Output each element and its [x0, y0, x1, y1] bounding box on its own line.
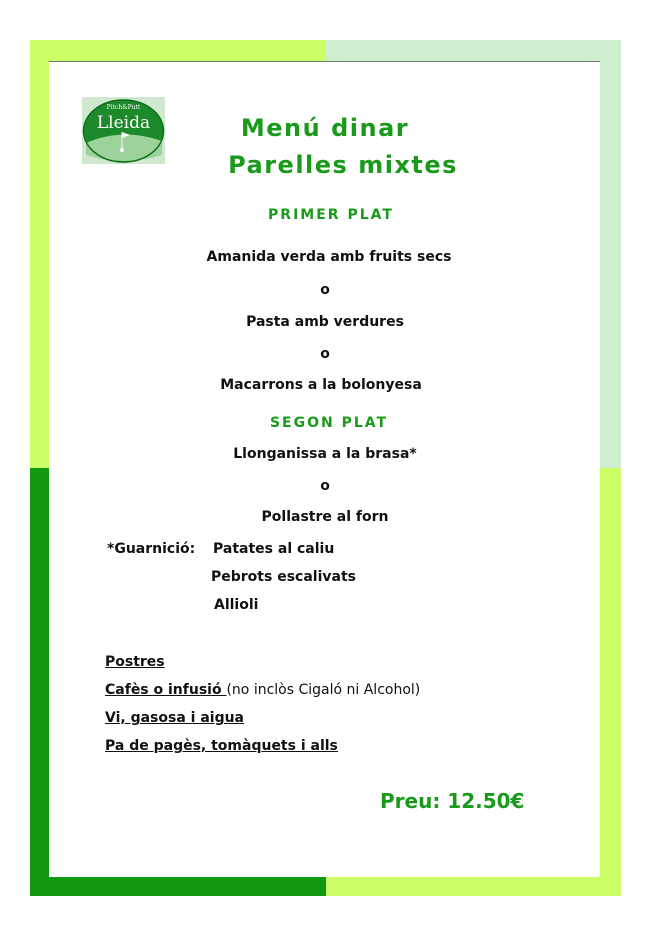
- guarnicio-label: *Guarnició:: [107, 541, 196, 557]
- logo-small-text: Pitch&Putt: [106, 104, 141, 111]
- vi-line: Vi, gasosa i aigua: [105, 710, 245, 726]
- dish-item: Pollastre al forn: [261, 509, 389, 525]
- pa-line: Pa de pagès, tomàquets i alls: [105, 738, 338, 754]
- menu-subtitle: Parelles mixtes: [228, 151, 458, 179]
- or-separator: o: [320, 346, 330, 362]
- logo-name: Lleida: [96, 113, 151, 133]
- or-separator: o: [320, 478, 330, 494]
- dish-item: Macarrons a la bolonyesa: [220, 377, 422, 393]
- guarnicio-item: Allioli: [214, 597, 259, 613]
- primer-plat-heading: PRIMER PLAT: [268, 207, 394, 223]
- cafes-note: (no inclòs Cigaló ni Alcohol): [226, 682, 421, 698]
- guarnicio-item: Patates al caliu: [213, 541, 335, 557]
- or-separator: o: [320, 282, 330, 298]
- postres-line: Postres: [105, 654, 165, 670]
- dish-item: Amanida verda amb fruits secs: [206, 249, 452, 265]
- dish-item: Llonganissa a la brasa*: [233, 446, 417, 462]
- guarnicio-item: Pebrots escalivats: [211, 569, 356, 585]
- menu-card: [49, 61, 600, 877]
- segon-plat-heading: SEGON PLAT: [269, 415, 389, 431]
- cafes-line: [105, 682, 420, 698]
- price-label: Preu: 12.50€: [380, 789, 525, 813]
- cafes-text: Cafès o infusió: [105, 682, 227, 698]
- menu-title: Menú dinar: [240, 114, 410, 142]
- dish-item: Pasta amb verdures: [246, 314, 404, 330]
